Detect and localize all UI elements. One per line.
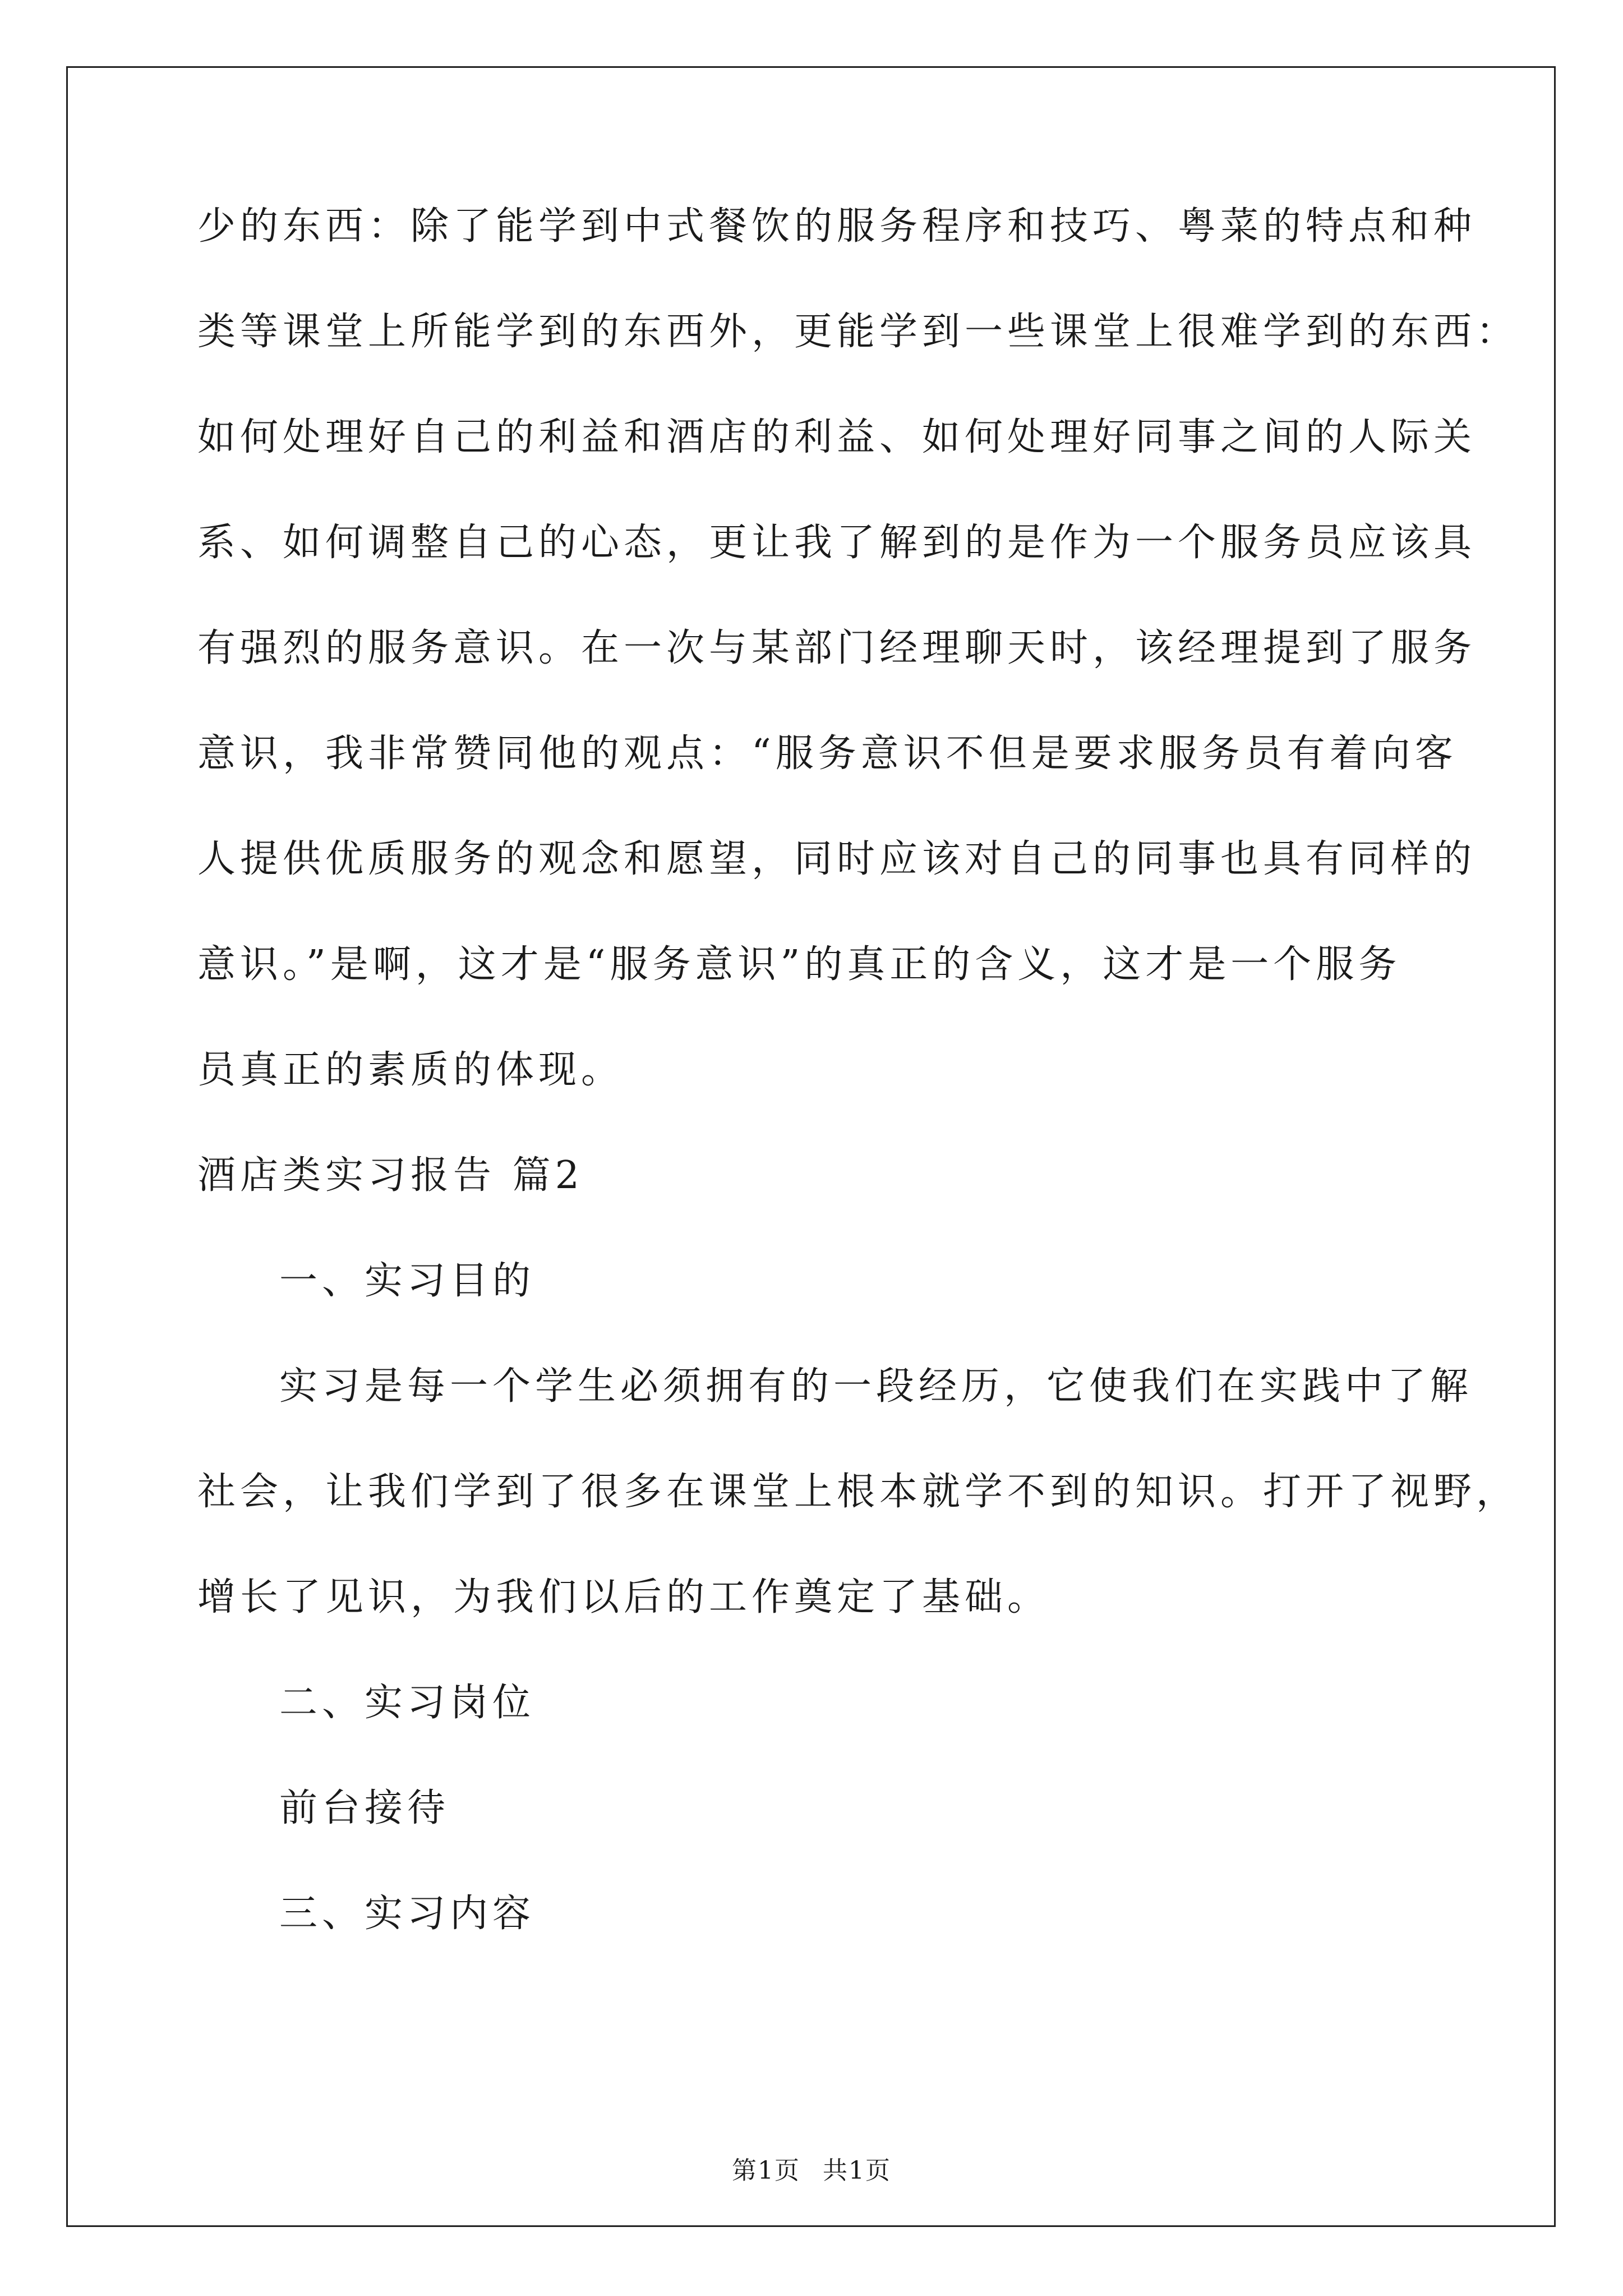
subheading: 二、实习岗位 (279, 1681, 536, 1725)
paragraph-line: 社会，让我们学到了很多在课堂上根本就学不到的知识。打开了视野， (197, 1470, 1519, 1514)
section-heading: 酒店类实习报告 篇2 (197, 1153, 584, 1198)
paragraph-line: 系、如何调整自己的心态，更让我了解到的是作为一个服务员应该具 (197, 521, 1477, 565)
subheading: 三、实习内容 (279, 1892, 536, 1936)
page-footer (0, 2154, 1623, 2188)
page-number-current: 第1页 (732, 2156, 800, 2185)
paragraph-line: 意识，我非常赞同他的观点：“服务意识不但是要求服务员有着向客 (197, 731, 1458, 776)
page-number-total: 共1页 (823, 2156, 891, 2185)
subheading: 一、实习目的 (279, 1259, 536, 1303)
paragraph-line: 员真正的素质的体现。 (197, 1048, 624, 1092)
paragraph-line: 有强烈的服务意识。在一次与某部门经理聊天时，该经理提到了服务 (197, 626, 1477, 670)
paragraph-line: 如何处理好自己的利益和酒店的利益、如何处理好同事之间的人际关 (197, 415, 1477, 459)
paragraph-line: 少的东西：除了能学到中式餐饮的服务程序和技巧、粤菜的特点和种 (197, 204, 1477, 249)
paragraph-line: 类等课堂上所能学到的东西外，更能学到一些课堂上很难学到的东西： (197, 310, 1519, 354)
paragraph-line: 实习是每一个学生必须拥有的一段经历，它使我们在实践中了解 (279, 1364, 1473, 1409)
paragraph-line: 增长了见识，为我们以后的工作奠定了基础。 (197, 1575, 1050, 1619)
paragraph-line: 人提供优质服务的观念和愿望，同时应该对自己的同事也具有同样的 (197, 837, 1477, 881)
paragraph-line: 前台接待 (279, 1786, 450, 1830)
paragraph-line: 意识。”是啊，这才是“服务意识”的真正的含义，这才是一个服务 (197, 942, 1401, 987)
